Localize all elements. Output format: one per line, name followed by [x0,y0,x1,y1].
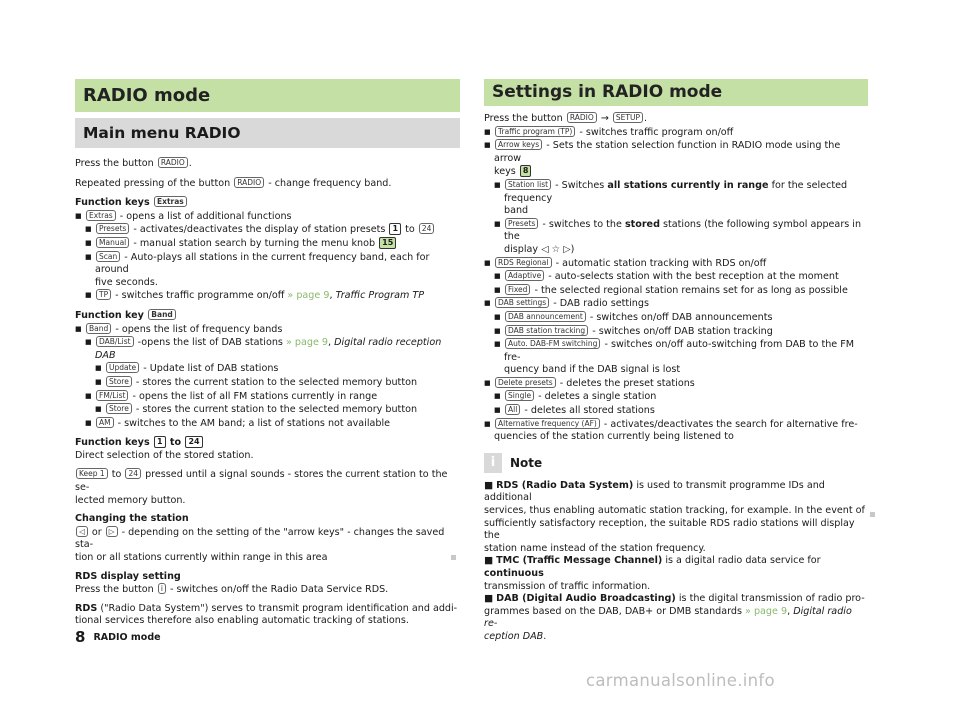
list-item: ■ AM - switches to the AM band; a list of stations not available [85,417,460,431]
arrow-keys-key: Arrow keys [495,139,542,150]
settings-press-line: Press the button RADIO → SETUP . [484,113,648,124]
page-link[interactable]: » page 9 [285,337,329,349]
note-dab: ■ DAB (Digital Audio Broadcasting) is the digital transmission of radio pro- grammes based on the DAB, DAB+ or DMB standards » page 9, Digital radio re- ception DAB. [484,593,865,642]
note-rds: ■ RDS (Radio Data System) is used to transmit programme IDs and additional services, thus enabling automatic station tracking, for example. In the event of sufficiently satisfactory reception, the suitable RDS radio stations will display the station name instead of the station frequency. [484,479,865,554]
keep-key: Keep 1 [76,468,108,479]
setup-key: SETUP [613,112,643,123]
list-item: ■ Store - stores the current station to the selected memory button [95,403,460,417]
list-item: ■ DAB announcement - switches on/off DAB announcements [494,311,868,325]
all-key: All [505,404,520,415]
direct-selection-text: Direct selection of the stored station. [75,449,254,461]
list-item: ■ DAB settings - DAB radio settings ■ DAB announcement - switches on/off DAB announcements ■ DAB station tracking - switches on/off DAB station tracking ■ Auto. DAB-FM switching - switches on/off auto-switching from DAB to the FM fre- quency band if the DAB signal is lost [484,297,868,377]
settings-title: Settings in RADIO mode [484,79,868,106]
scan-key: Scan [96,251,120,262]
left-column [75,79,460,628]
list-item: ■ DAB station tracking - switches on/off DAB station tracking [494,325,868,339]
extras-key: Extras [154,196,187,207]
rds-display-heading: RDS display setting [75,570,181,582]
rds-regional-key: RDS Regional [495,257,552,268]
note-tmc: ■ TMC (Traffic Message Channel) is a digital radio data service for continuous transmission of traffic information. [484,555,821,592]
function-keys-heading: Function keys Extras [75,196,460,210]
section-end-marker [451,555,456,560]
changing-station-heading: Changing the station [75,513,189,525]
extras-list [75,210,460,303]
page-footer [75,628,161,646]
info-icon: i [484,453,502,473]
store-key: Store [106,403,132,414]
list-item: ■ FM/List - opens the list of all FM stations currently in range ■ Store - stores the current station to the selected memory button [85,390,460,417]
list-item: ■ Delete presets - deletes the preset stations ■ Single - deletes a single station ■ All - deletes all stored stations [484,377,868,418]
dab-list-key: DAB/List [96,336,134,347]
keep-text: Keep 1 to 24 pressed until a signal sounds - stores the current station to the se- lected memory button. [75,469,448,506]
update-key: Update [106,362,139,373]
tp-setting-key: Traffic program (TP) [495,126,575,137]
extras-key: Extras [86,210,116,221]
list-item: ■ Single - deletes a single station [494,390,868,404]
changing-station-text: ◁ or ▷ - depending on the setting of the "arrow keys" - changes the saved sta- tion or all stations currently within range in this area [75,526,445,564]
dab-announcement-key: DAB announcement [505,311,586,322]
radio-key: RADIO [234,177,264,188]
radio-key: RADIO [567,112,597,123]
subsection-title: Main menu RADIO [75,118,460,148]
dab-settings-key: DAB settings [495,297,549,308]
footer-title: RADIO mode [93,631,161,643]
note-title: Note [510,455,543,470]
list-item: ■ DAB/List -opens the list of DAB stations » page 9, Digital radio reception DAB ■ Update - Update list of DAB stations ■ Store - stores the current station to the selected memory button [85,336,460,389]
presets-key: Presets [505,218,538,229]
list-item: ■ RDS Regional - automatic station tracking with RDS on/off ■ Adaptive - auto-selects station with the best reception at the moment ■ Fixed - the selected regional station remains set for as long as possible [484,257,868,298]
page-number: 8 [75,628,86,646]
alt-frequency-key: Alternative frequency (AF) [495,418,600,429]
list-item: ■ Band - opens the list of frequency bands ■ DAB/List -opens the list of DAB stations » page 9, Digital radio reception DAB ■ Update - Update list of DAB stations ■ Store - stores the current station to the selected memory button ■ FM/List - opens the list of all FM stations currently in range ■ Store - stores the current station to the selected memory button ■ AM - switches to the AM band; a list of stations not available [75,323,460,431]
tp-key: TP [96,289,111,300]
single-key: Single [505,390,534,401]
settings-list [484,126,868,444]
auto-dab-fm-key: Auto. DAB-FM switching [505,338,600,349]
watermark: carmanualsonline.info [586,671,775,690]
list-item: ■ Traffic program (TP) - switches traffic program on/off [484,126,868,140]
fixed-key: Fixed [505,284,530,295]
right-arrow-key: ▷ [106,526,118,537]
rds-definition: RDS ("Radio Data System") serves to transmit program identification and addi- tional services therefore also enabling automatic tracking of stations. [75,602,458,627]
band-key: Band [148,309,176,320]
store-key: Store [106,376,132,387]
delete-presets-key: Delete presets [495,377,556,388]
list-item: ■ TP - switches traffic programme on/off » page 9, Traffic Program TP [85,289,460,303]
page-link[interactable]: » page 9 [745,605,788,617]
left-arrow-key: ◁ [76,526,88,537]
list-item: ■ Presets - switches to the stored stations (the following symbol appears in the display ◁ ☆ ▷) [494,218,868,257]
list-item: ■ Update - Update list of DAB stations [95,362,460,376]
list-item: ■ Adaptive - auto-selects station with the best reception at the moment [494,270,868,284]
list-item: ■ Alternative frequency (AF) - activates/deactivates the search for alternative fre- quencies of the station currently being listened to [484,418,868,444]
right-column [484,79,868,644]
list-item: ■ Arrow keys - Sets the station selection function in RADIO mode using the arrow keys 8 ■ Station list - Switches all stations currently in range for the selected frequency band ■ Presets - switches to the stored stations (the following symbol appears in the display ◁ ☆ ▷) [484,139,868,256]
section-end-marker [870,512,875,517]
list-item: ■ Station list - Switches all stations currently in range for the selected frequency band [494,179,868,218]
list-item: ■ Presets - activates/deactivates the display of station presets 1 to 24 [85,223,460,237]
section-title: RADIO mode [75,79,460,112]
band-key: Band [86,323,111,334]
list-item: ■ Auto. DAB-FM switching - switches on/off auto-switching from DAB to the FM fre- quency band if the DAB signal is lost [494,338,868,377]
list-item: ■ Manual - manual station search by turning the menu knob 15 [85,237,460,251]
function-keys-1-24-heading: Function keys 1 to 24 [75,436,460,450]
manual-key: Manual [96,237,129,248]
page-link[interactable]: » page 9 [287,290,330,302]
fm-list-key: FM/List [96,390,128,401]
list-item: ■ Fixed - the selected regional station remains set for as long as possible [494,284,868,298]
press-line: Press the button RADIO . [75,158,192,169]
list-item: ■ Scan - Auto-plays all stations in the current frequency band, each for around five seconds. [85,251,460,290]
function-key-band-heading: Function key Band [75,309,460,323]
list-item: ■ Extras - opens a list of additional functions ■ Presets - activates/deactivates the display of station presets 1 to 24 ■ Manual - manual station search by turning the menu knob 15 ■ Scan - Auto-plays all stations in the current frequency band, each for around five seconds. ■ TP - switches traffic programme on/off » page 9, Traffic Program TP [75,210,460,303]
dab-tracking-key: DAB station tracking [505,325,588,336]
presets-key: Presets [96,223,129,234]
am-key: AM [96,417,114,428]
list-item: ■ All - deletes all stored stations [494,404,868,418]
info-key: i [158,583,166,594]
adaptive-key: Adaptive [505,270,544,281]
list-item: ■ Store - stores the current station to the selected memory button [95,376,460,390]
rds-display-text: Press the button i - switches on/off the Radio Data Service RDS. [75,584,389,596]
repeat-line: Repeated pressing of the button RADIO - change frequency band. [75,177,392,189]
station-list-key: Station list [505,179,551,190]
note-header [484,452,868,474]
radio-key: RADIO [158,157,188,168]
band-list [75,323,460,431]
